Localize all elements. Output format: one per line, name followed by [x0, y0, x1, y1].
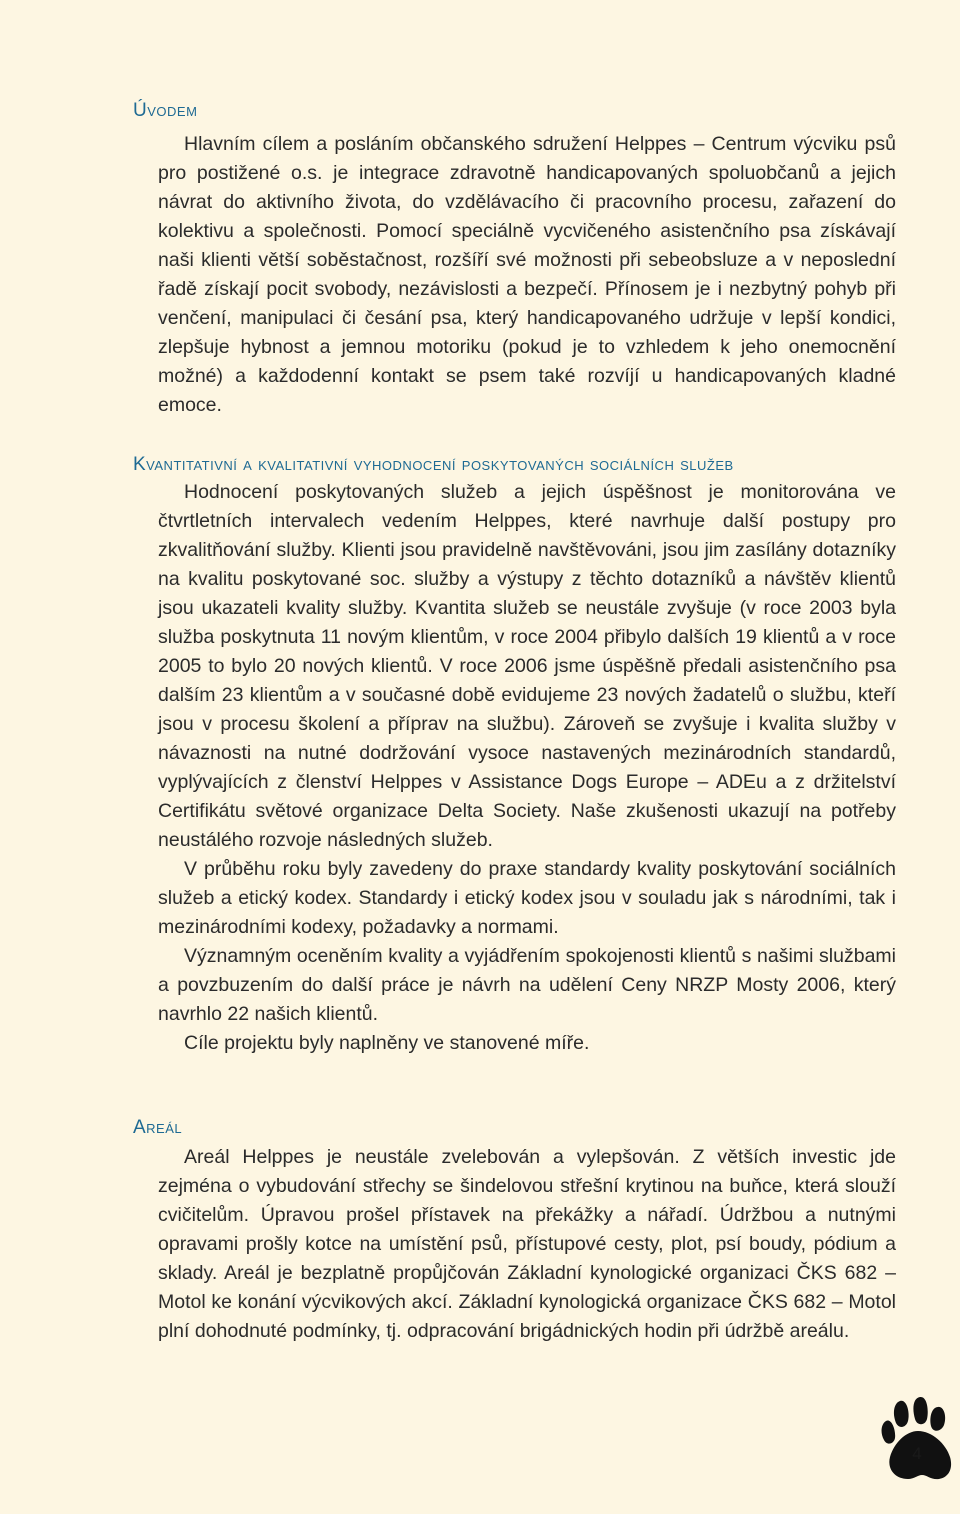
section-uvodem	[158, 130, 896, 420]
paragraph: V průběhu roku byly zavedeny do praxe standardy kvality poskytování sociálních služeb a etický kodex. Standardy i etický kodex jsou v souladu jak s národními, tak i mezinárodními kodexy, požadavky a normami.	[158, 858, 896, 938]
paragraph: Hlavním cílem a posláním občanského sdružení Helppes – Centrum výcviku psů pro postižené o.s. je integrace zdravotně handicapovaných spoluobčanů a jejich návrat do aktivního života, do vzdělávacího či pracovního procesu, zařazení do kolektivu a společnosti. Pomocí speciálně vycvičeného asistenčního psa získávají naši klienti větší soběstačnost, rozšíří své možnosti při sebeobsluze a v neposlední řadě získají pocit svobody, nezávislosti a bezpečí. Přínosem je i nezbytný pohyb při venčení, manipulaci či česání psa, který handicapovaného udržuje v lepší kondici, zlepšuje hybnost a jemnou motoriku (pokud je to vzhledem k jeho onemocnění možné) a každodenní kontakt se psem také rozvíjí u handicapovaných kladné emoce.	[158, 133, 896, 416]
section-heading-vyhodnoceni: Kvantitativní a kvalitativní vyhodnocení poskytovaných sociálních služeb	[133, 454, 734, 475]
section-vyhodnoceni	[158, 478, 896, 1058]
section-heading-areal: Areál	[133, 1117, 183, 1138]
paragraph: Významným oceněním kvality a vyjádřením spokojenosti klientů s našimi službami a povzbuzením do další práce je návrh na udělení Ceny NRZP Mosty 2006, který navrhlo 22 našich klientů.	[158, 945, 896, 1025]
section-heading-uvodem: Úvodem	[133, 100, 198, 121]
paragraph: Hodnocení poskytovaných služeb a jejich úspěšnost je monitorována ve čtvrtletních intervalech vedením Helppes, které navrhuje další postupy pro zkvalitňování služby. Klienti jsou pravidelně navštěvováni, jsou jim zasílány dotazníky na kvalitu poskytované soc. služby a výstupy z těchto dotazníků a návštěv klientů jsou ukazateli kvality služby. Kvantita služeb se neustále zvyšuje (v roce 2003 byla služba poskytnuta 11 novým klientům, v roce 2004 přibylo dalších 19 klientů a v roce 2005 to bylo 20 nových klientů. V roce 2006 jsme úspěšně předali asistenčního psa dalším 23 klientům a v současné době evidujeme 23 nových žadatelů o službu, kteří jsou v procesu školení a příprav na službu). Zároveň se zvyšuje i kvalita služby v návaznosti na nutné dodržování vysoce nastavených mezinárodních standardů, vyplývajících z členství Helppes v Assistance Dogs Europe – ADEu a z držitelství Certifikátu světové organizace Delta Society. Naše zkušenosti ukazují na potřeby neustálého rozvoje následných služeb.	[158, 481, 896, 851]
paragraph: Areál Helppes je neustále zvelebován a vylepšován. Z větších investic jde zejména o vybudování střechy se šindelovou střešní krytinou na buňce, která slouží cvičitelům. Úpravou prošel přístavek na překážky a nářadí. Údržbou a nutnými opravami prošly kotce na umístění psů, přístupové cesty, plot, psí boudy, pódium a sklady. Areál je bezplatně propůjčován Základní kynologické organizaci ČKS 682 – Motol ke konání výcvikových akcí. Základní kynologická organizace ČKS 682 – Motol plní dohodnuté podmínky, tj. odpracování brigádnických hodin při údržbě areálu.	[158, 1146, 896, 1342]
paragraph: Cíle projektu byly naplněny ve stanovené míře.	[184, 1032, 590, 1054]
paw-print-icon	[880, 1395, 956, 1485]
section-areal	[158, 1143, 896, 1346]
page-number: 4	[912, 1444, 922, 1463]
